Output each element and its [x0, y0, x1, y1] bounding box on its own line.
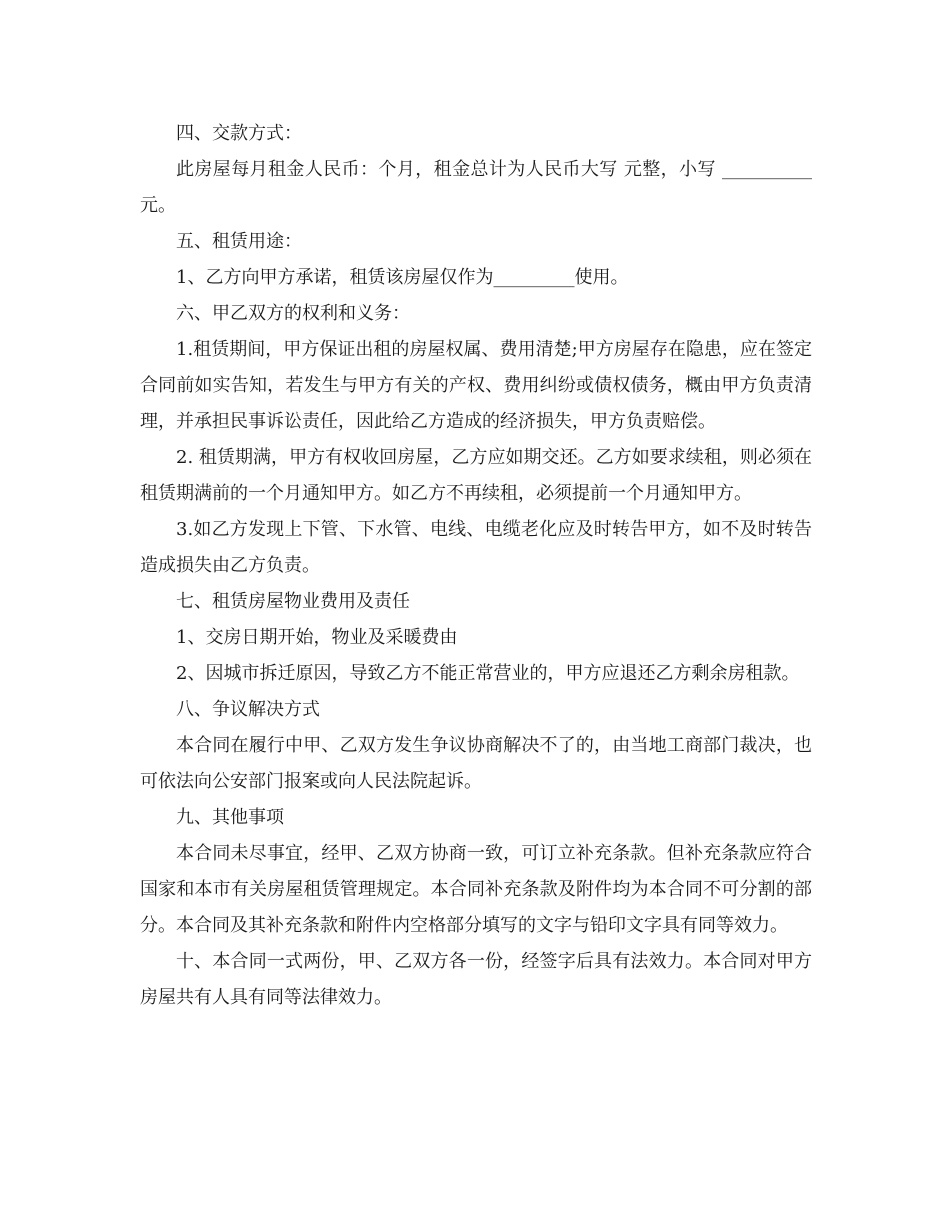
paragraph-other-matters: 本合同未尽事宜，经甲、乙双方协商一致，可订立补充条款。但补充条款应符合国家和本市有关房屋租赁管理规定。本合同补充条款及附件均为本合同不可分割的部分。本合同及其补充条款和附件内空格部分填写的文字与铅印文字具有同等效力。 — [140, 843, 812, 936]
paragraph-copies: 十、本合同一式两份，甲、乙双方各一份，经签字后具有法效力。本合同对甲方房屋共有人具有同等法律效力。 — [140, 951, 812, 1008]
paragraph-rights-2: 2. 租赁期满，甲方有权收回房屋，乙方应如期交还。乙方如要求续租，则必须在租赁期满前的一个月通知甲方。如乙方不再续租，必须提前一个月通知甲方。 — [140, 447, 812, 504]
section-heading-payment: 四、交款方式： — [176, 123, 302, 144]
paragraph-dispute: 本合同在履行中甲、乙双方发生争议协商解决不了的，由当地工商部门裁决，也可依法向公安部门报案或向人民法院起诉。 — [140, 735, 812, 792]
paragraph-rights-1: 1.租赁期间，甲方保证出租的房屋权属、费用清楚;甲方房屋存在隐患，应在签定合同前如实告知，若发生与甲方有关的产权、费用纠纷或债权债务，概由甲方负责清理，并承担民事诉讼责任，因此给乙方造成的经济损失，甲方负责赔偿。 — [140, 339, 812, 432]
paragraph-rent-amount: 此房屋每月租金人民币：个月，租金总计为人民币大写 元整，小写 __________元。 — [140, 159, 812, 216]
paragraph-fees-1: 1、交房日期开始，物业及采暖费由 — [176, 627, 458, 648]
section-heading-usage: 五、租赁用途： — [176, 231, 302, 252]
section-heading-other-matters: 九、其他事项 — [176, 807, 284, 828]
paragraph-rights-3: 3.如乙方发现上下管、下水管、电线、电缆老化应及时转告甲方，如不及时转告造成损失由乙方负责。 — [140, 519, 812, 576]
section-heading-rights-obligations: 六、甲乙双方的权利和义务： — [176, 303, 410, 324]
section-heading-property-fees: 七、租赁房屋物业费用及责任 — [176, 591, 410, 612]
document-body — [140, 116, 812, 1016]
section-heading-dispute: 八、争议解决方式 — [176, 699, 320, 720]
paragraph-usage-promise: 1、乙方向甲方承诺，租赁该房屋仅作为_________使用。 — [176, 267, 629, 288]
paragraph-fees-2: 2、因城市拆迁原因，导致乙方不能正常营业的，甲方应退还乙方剩余房租款。 — [176, 663, 800, 684]
